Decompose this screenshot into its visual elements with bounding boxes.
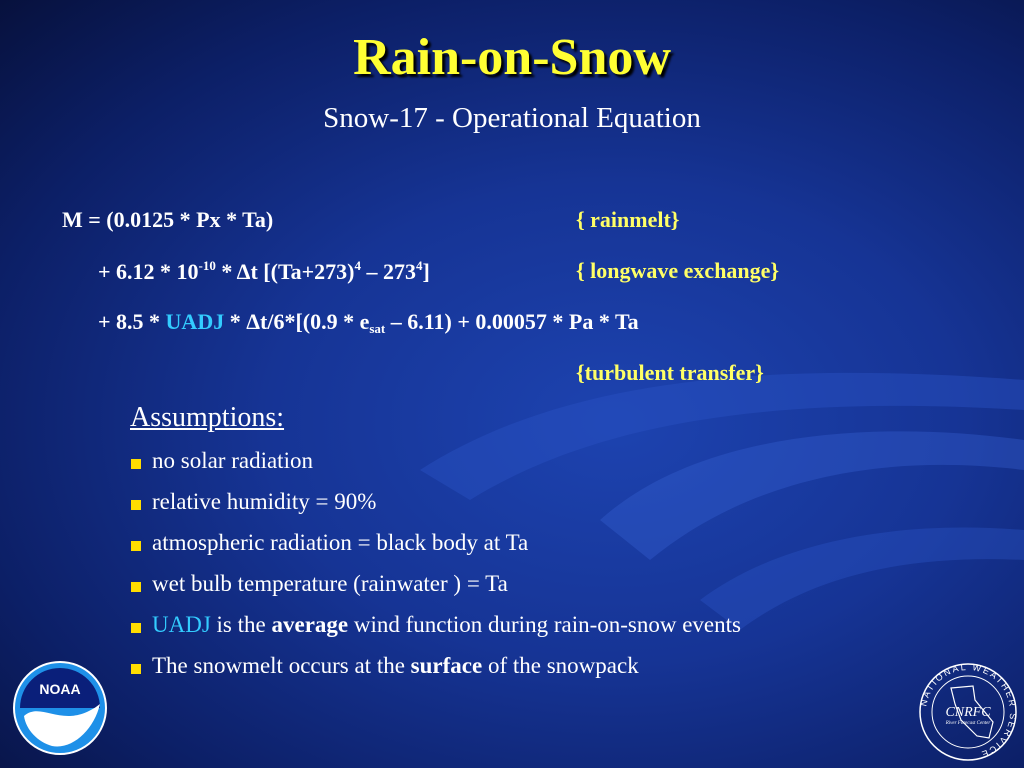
noaa-logo-icon	[12, 660, 108, 756]
equation-line-1	[62, 207, 273, 233]
cnrfc-logo-subtext: River Forecast Center	[945, 721, 991, 726]
bullet-square-icon	[131, 541, 141, 551]
equation-line-2-mid: * Δt [(Ta+273)	[215, 259, 355, 284]
list-item-text: of the snowpack	[482, 653, 639, 678]
list-item-text: atmospheric radiation = black body at Ta	[152, 530, 529, 555]
emphasis-average: average	[271, 612, 349, 637]
exponent: 4	[415, 258, 423, 273]
longwave-comment: { longwave exchange}	[576, 258, 780, 283]
bullet-square-icon	[131, 459, 141, 469]
equation-line-1-text: M = (0.0125 * Px * Ta)	[62, 207, 274, 232]
bullet-square-icon	[131, 582, 141, 592]
list-item	[130, 530, 741, 571]
slide-title: Rain-on-Snow	[353, 29, 671, 86]
list-item-text: The snowmelt occurs at the	[152, 653, 411, 678]
list-item-text: no solar radiation	[152, 448, 313, 473]
exponent: 4	[354, 258, 361, 273]
emphasis-surface: surface	[410, 653, 483, 678]
subscript: sat	[369, 321, 386, 336]
equation-line-2-end: ]	[422, 259, 430, 284]
equation-line-2-dash: – 273	[360, 259, 416, 284]
equation-line-3-end: – 6.11) + 0.00057 * Pa * Ta	[385, 309, 639, 334]
equation-line-3-prefix: + 8.5 *	[98, 309, 166, 334]
noaa-logo-text: NOAA	[39, 681, 81, 697]
equation-line-3	[98, 309, 639, 337]
uadj-term: UADJ	[152, 612, 211, 637]
rainmelt-comment: { rainmelt}	[576, 207, 680, 232]
list-item-text: wet bulb temperature (rainwater ) = Ta	[152, 571, 508, 596]
assumptions-heading: Assumptions:	[130, 402, 285, 433]
list-item	[130, 448, 741, 489]
list-item-text: wind function during rain-on-snow events	[348, 612, 741, 637]
list-item	[130, 653, 741, 694]
list-item	[130, 612, 741, 653]
equation-line-2	[98, 258, 430, 285]
exponent: -10	[198, 258, 216, 273]
slide-subtitle: Snow-17 - Operational Equation	[323, 102, 701, 134]
list-item	[130, 571, 741, 612]
cnrfc-logo-text: CNRFC	[945, 705, 991, 720]
list-item	[130, 489, 741, 530]
bullet-square-icon	[131, 500, 141, 510]
equation-line-3-mid: * Δt/6*[(0.9 * e	[224, 309, 370, 334]
equation-line-2-prefix: + 6.12 * 10	[98, 259, 199, 284]
cnrfc-nws-logo-icon	[915, 660, 1021, 764]
list-item-text: relative humidity = 90%	[152, 489, 377, 514]
uadj-term: UADJ	[165, 309, 225, 334]
cnrfc-ring-text: NATIONAL WEATHER SERVICE	[918, 661, 1019, 761]
bullet-square-icon	[131, 664, 141, 674]
turbulent-comment: {turbulent transfer}	[576, 360, 764, 385]
bullet-square-icon	[131, 623, 141, 633]
assumptions-list	[130, 448, 741, 694]
list-item-text: is the	[210, 612, 272, 637]
